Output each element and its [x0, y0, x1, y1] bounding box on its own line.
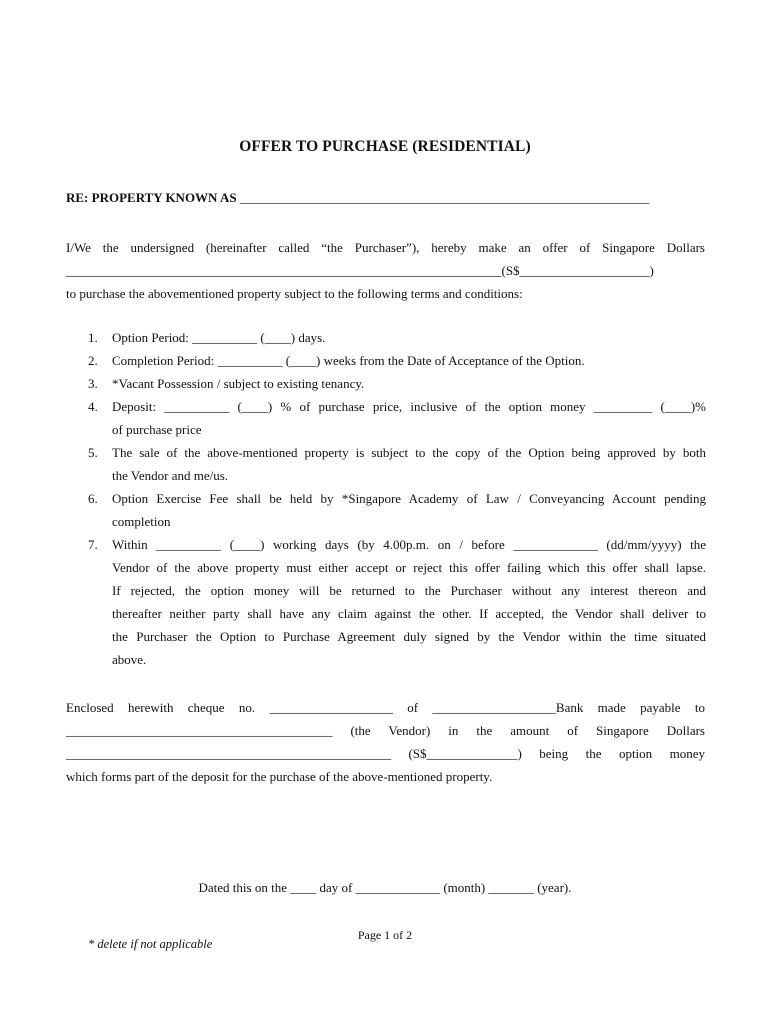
term-text: If rejected, the option money will be returned to the Purchaser without any interest thereon and [112, 583, 706, 598]
term-text: Vendor of the above property must either accept or reject this offer failing which this offer shall lapse. [112, 560, 706, 575]
term-number: 3. [88, 376, 98, 391]
term-item [66, 533, 706, 671]
term-number: 6. [88, 491, 98, 506]
term-text: the Vendor and me/us. [112, 468, 229, 483]
term-text: Within __________ (____) working days (by 4.00p.m. on / before _____________ (dd/mm/yyyy) the [112, 537, 706, 552]
offer-intro [66, 236, 705, 305]
document-title: OFFER TO PURCHASE (RESIDENTIAL) [239, 138, 531, 155]
term-number: 2. [88, 353, 98, 368]
term-item [66, 395, 706, 441]
page-number: Page 1 of 2 [357, 928, 413, 942]
term-text: of purchase price [112, 422, 202, 437]
term-text: Completion Period: __________ (____) weeks from the Date of Acceptance of the Option. [112, 353, 585, 368]
term-item [66, 326, 706, 349]
terms-list [66, 326, 706, 671]
property-address-blank: _______________________________________________________________ [239, 190, 650, 205]
cheque-line: _________________________________________ (the Vendor) in the amount of Singapore Dollars [66, 723, 705, 738]
footnote: * delete if not applicable [88, 937, 213, 951]
term-text: Option Exercise Fee shall be held by *Singapore Academy of Law / Conveyancing Account pending [112, 491, 706, 506]
term-text: thereafter neither party shall have any claim against the other. If accepted, the Vendor shall deliver to [112, 606, 706, 621]
property-reference [66, 190, 706, 206]
property-reference-label: RE: PROPERTY KNOWN AS [66, 190, 237, 205]
term-item [66, 441, 706, 487]
term-item [66, 349, 706, 372]
term-item [66, 487, 706, 533]
term-number: 4. [88, 399, 98, 414]
term-text: above. [112, 652, 147, 667]
term-text: the Purchaser the Option to Purchase Agreement duly signed by the Vendor within the time situated [112, 629, 706, 644]
term-text: completion [112, 514, 171, 529]
term-text: Option Period: __________ (____) days. [112, 330, 326, 345]
term-text: *Vacant Possession / subject to existing tenancy. [112, 376, 365, 391]
date-line: Dated this on the ____ day of _____________ (month) _______ (year). [198, 880, 572, 895]
term-text: Deposit: __________ (____) % of purchase price, inclusive of the option money _________ (____)% [112, 399, 706, 414]
cheque-line: Enclosed herewith cheque no. ___________________ of ___________________Bank made payable to [66, 700, 705, 715]
cheque-line: __________________________________________________ (S$______________) being the option money [66, 746, 705, 761]
offer-amount-blank: ___________________________________________________________________(S$____________________) [66, 263, 654, 278]
term-number: 7. [88, 537, 98, 552]
cheque-paragraph [66, 696, 705, 788]
offer-intro-line: I/We the undersigned (hereinafter called “the Purchaser”), hereby make an offer of Singapore Dollars [66, 240, 705, 255]
term-number: 5. [88, 445, 98, 460]
cheque-line: which forms part of the deposit for the purchase of the above-mentioned property. [66, 769, 493, 784]
term-item [66, 372, 706, 395]
offer-intro-line: to purchase the abovementioned property subject to the following terms and conditions: [66, 286, 523, 301]
term-number: 1. [88, 330, 98, 345]
term-text: The sale of the above-mentioned property is subject to the copy of the Option being approved by both [112, 445, 706, 460]
